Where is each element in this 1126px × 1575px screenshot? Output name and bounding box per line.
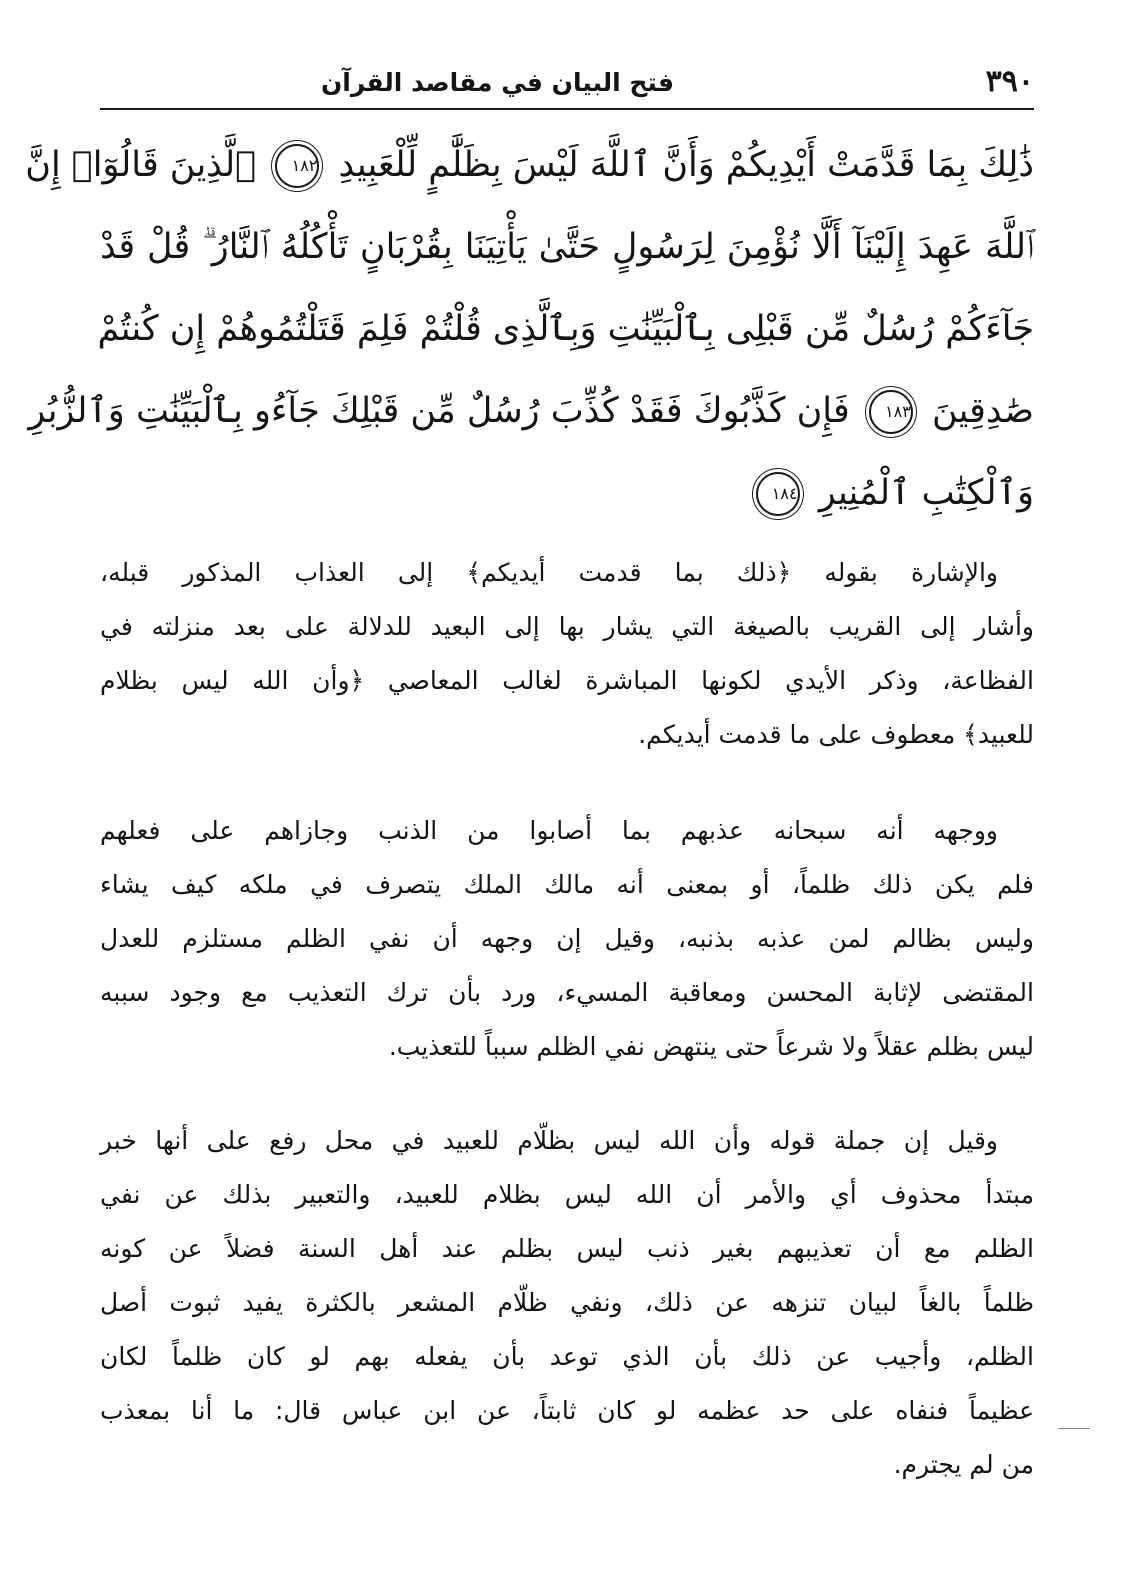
paragraph-line: فلم يكن ذلك ظلماً، أو بمعنى أنه مالك الملك يتصرف في ملكه كيف يشاء bbox=[100, 870, 1034, 899]
paragraph-line: وأشار إلى القريب بالصيغة التي يشار بها إلى البعيد للدلالة على بعد منزلته في bbox=[100, 612, 1034, 641]
paragraph-line: الفظاعة، وذكر الأيدي لكونها المباشرة لغالب المعاصي ﴿وأن الله ليس بظلام bbox=[100, 666, 1034, 695]
header-divider bbox=[100, 108, 1034, 110]
ayah-number-marker: ١٨٣ bbox=[869, 390, 913, 434]
verse-text: صَٰدِقِينَ bbox=[931, 391, 1034, 431]
paragraph-line: للعبيد﴾ معطوف على ما قدمت أيديكم. bbox=[638, 720, 1034, 749]
paragraph-line: والإشارة بقوله ﴿ذلك بما قدمت أيديكم﴾ إلى العذاب المذكور قبله، bbox=[100, 558, 998, 587]
paragraph-line: من لم يجترم. bbox=[893, 1450, 1034, 1479]
verse-line bbox=[100, 206, 1034, 288]
paragraph-line: وقيل إن جملة قوله وأن الله ليس بظلّام للعبيد في محل رفع على أنها خبر bbox=[100, 1126, 998, 1155]
paragraph-line: ووجهه أنه سبحانه عذبهم بما أصابوا من الذنب وجازاهم على فعلهم bbox=[100, 816, 998, 845]
verse-line bbox=[97, 288, 1034, 370]
verse-text: ٱلَّذِينَ قَالُوٓا۟ إِنَّ bbox=[25, 145, 257, 185]
paragraph-line: مبتدأ محذوف أي والأمر أن الله ليس بظلام للعبيد، والتعبير بذلك عن نفي bbox=[100, 1180, 1034, 1209]
commentary-paragraph bbox=[100, 1114, 1034, 1492]
page-header bbox=[100, 58, 1034, 110]
verse-text: ذَٰلِكَ بِمَا قَدَّمَتْ أَيْدِيكُمْ وَأَنَّ ٱللَّهَ لَيْسَ بِظَلَّٰمٍ لِّلْعَبِيدِ bbox=[338, 145, 1034, 185]
paragraph-line: الظلم مع أن تعذيبهم بغير ذنب ليس بظلم عند أهل السنة فضلاً عن كونه bbox=[100, 1234, 1034, 1263]
commentary-paragraph bbox=[100, 804, 1034, 1074]
ayah-number-marker: ١٨٢ bbox=[275, 144, 319, 188]
verse-line bbox=[28, 370, 1034, 452]
paragraph-line: ظلماً بالغاً لبيان تنزهه عن ذلك، ونفي ظلّام المشعر بالكثرة يفيد ثبوت أصل bbox=[100, 1288, 1034, 1317]
verse-text: ٱللَّهَ عَهِدَ إِلَيْنَآ أَلَّا نُؤْمِنَ لِرَسُولٍ حَتَّىٰ يَأْتِيَنَا بِقُرْبَانٍ تَأْكُلُهُ ٱلنَّارُ ۗ قُلْ قَدْ bbox=[100, 227, 1034, 267]
quran-verses bbox=[25, 124, 1034, 534]
page-number: ٣٩٠ bbox=[985, 64, 1034, 99]
verse-text: جَآءَكُمْ رُسُلٌ مِّن قَبْلِى بِٱلْبَيِّنَٰتِ وَبِٱلَّذِى قُلْتُمْ فَلِمَ قَتَلْتُمُوهُمْ إِن كُنتُمْ bbox=[97, 309, 1034, 349]
verse-text: فَإِن كَذَّبُوكَ فَقَدْ كُذِّبَ رُسُلٌ مِّن قَبْلِكَ جَآءُو بِٱلْبَيِّنَٰتِ وَٱلزُّبُرِ bbox=[28, 391, 850, 431]
verse-line bbox=[25, 124, 1034, 206]
paragraph-line: وليس بظالم لمن عذبه بذنبه، وقيل إن وجهه أن نفي الظلم مستلزم للعدل bbox=[100, 924, 1034, 953]
ayah-number-marker: ١٨٤ bbox=[756, 472, 800, 516]
paragraph-line: الظلم، وأجيب عن ذلك بأن الذي توعد بأن يفعله بهم لو كان ظلماً لكان bbox=[100, 1342, 1034, 1371]
paragraph-line: عظيماً فنفاه على حد عظمه لو كان ثابتاً، عن ابن عباس قال: ما أنا بمعذب bbox=[100, 1396, 1034, 1425]
paragraph-line: المقتضى لإثابة المحسن ومعاقبة المسيء، ورد بأن ترك التعذيب مع وجود سببه bbox=[100, 978, 1034, 1007]
verse-text: وَٱلْكِتَٰبِ ٱلْمُنِيرِ bbox=[818, 473, 1034, 513]
book-title: فتح البيان في مقاصد القرآن bbox=[320, 68, 674, 97]
verse-line bbox=[100, 452, 1034, 534]
margin-mark bbox=[1058, 1428, 1090, 1429]
paragraph-line: ليس بظلم عقلاً ولا شرعاً حتى ينتهض نفي الظلم سبباً للتعذيب. bbox=[388, 1032, 1034, 1061]
commentary-paragraph bbox=[100, 546, 1034, 762]
